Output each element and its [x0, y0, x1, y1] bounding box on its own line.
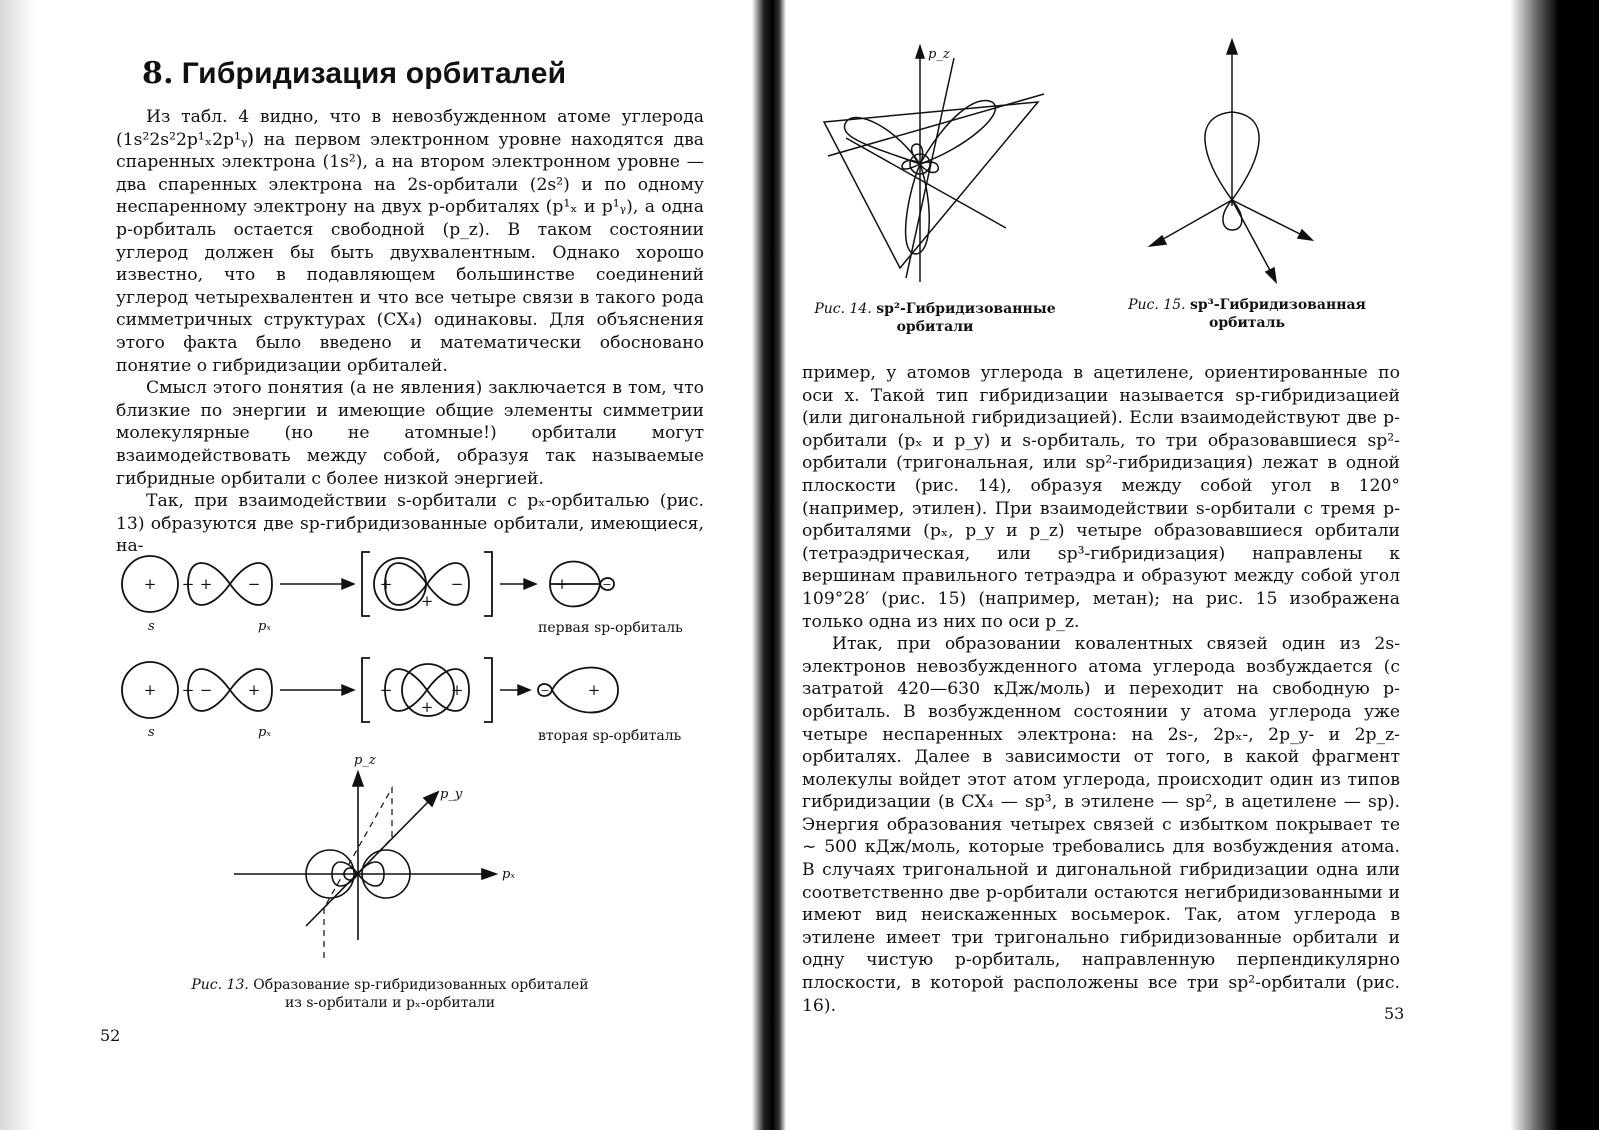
axis-label-y: p_y [440, 787, 463, 802]
figure-15-caption [1112, 296, 1382, 332]
s-label: s [148, 725, 155, 740]
figure-13-caption [160, 976, 620, 1012]
right-scan-shadow [1510, 0, 1599, 1130]
svg-text:+: + [420, 698, 434, 716]
svg-text:−: − [379, 681, 393, 699]
figure-14-caption [800, 300, 1070, 336]
fig14-axis-label: p_z [928, 47, 950, 62]
bracket-right [484, 658, 492, 722]
paragraph: Так, при взаимодействии s-орбитали с pₓ-орбиталью (рис. 13) образуются две sp-гибридизованные орбитали, имеющиеся, на- [116, 491, 704, 557]
svg-text:+: + [420, 592, 434, 610]
figure-15-label: Рис. 15. [1128, 297, 1186, 313]
p-left-sign: − [199, 681, 213, 699]
axis-label-x: pₓ [502, 867, 515, 882]
page-number-left: 52 [100, 1026, 121, 1045]
section-title-text: Гибридизация орбиталей [181, 57, 567, 90]
p-right-sign: − [247, 575, 261, 593]
first-sp-orbital-label: первая sp-орбиталь [538, 620, 683, 636]
bracket-left [362, 552, 370, 616]
figure-13-diagram [110, 548, 710, 968]
bracket-left [362, 658, 370, 722]
svg-text:−: − [602, 578, 612, 591]
paragraph: Итак, при образовании ковалентных связей один из 2s-электронов невозбужденного атома углерода возбуждается (с затратой 420—630 кДж/моль) и переходит на свободную p-орбиталь. В возбужденном состоянии у атома углерода уже четыре неспаренных электрона: на 2s-, 2pₓ-, 2p_y- и 2p_z-орбиталях. Далее в зависимости от того, в какой фрагмент молекулы войдет этот атом углерода, происходит один из типов гибридизации (в CX₄ — sp³, в этилене — sp², в ацетилене — sp). Энергия образования четырех связей с избытком покрывает те ~ 500 кДж/моль, которые требовались для возбуждения атома. В случаях тригональной и дигональной гибридизации одна или соответственно две p-орбитали остаются негибридизованными и имеют вид неискаженных восьмерок. Так, атом углерода в этилене имеет три тригонально гибридизованные орбитали и одну чистую p-орбиталь, направленную перпендикулярно плоскости, в которой расположены все три sp²-орбитали (рис. 16). [802, 634, 1400, 1016]
figure-15-caption-b: орбиталь [1209, 315, 1285, 331]
figure-13-caption-line2: из s-орбитали и pₓ-орбитали [284, 995, 496, 1011]
second-sp-orbital-label: вторая sp-орбиталь [538, 728, 682, 744]
figure-15-diagram [1140, 36, 1320, 286]
p-left-sign: + [199, 575, 213, 593]
axis-label-z: p_z [354, 753, 376, 768]
p-label: pₓ [258, 725, 271, 740]
figure-13-caption-line1: Образование sp-гибридизованных орбиталей [253, 977, 589, 993]
sp-orbital-large-lobe [552, 668, 618, 713]
bracket-right [484, 552, 492, 616]
s-label: s [148, 619, 155, 634]
figure-14-caption-a: sp²-Гибридизованные [876, 301, 1056, 317]
right-page [800, 0, 1410, 1130]
left-body-text [116, 106, 704, 558]
svg-text:+: + [587, 681, 601, 699]
paragraph: Смысл этого понятия (а не явления) заключается в том, что близкие по энергии и имеющие общие элементы симметрии молекулярные (но не атомные!) орбитали могут взаимодействовать между собой, образуя так называемые гибридные орбитали с более низкой энергией. [116, 378, 704, 489]
figure-14-caption-b: орбитали [896, 319, 974, 335]
page-number-right: 53 [1384, 1004, 1405, 1023]
section-title [142, 56, 566, 91]
figure-14-label: Рис. 14. [814, 301, 872, 317]
svg-text:+: + [379, 575, 393, 593]
figure-14-diagram [816, 38, 1076, 288]
paragraph: пример, у атомов углерода в ацетилене, ориентированные по оси x. Такой тип гибридизации называется sp-гибридизацией (или дигональной гибридизацией). Если взаимодействуют две p-орбитали (pₓ и p_y) и s-орбиталь, то три образовавшиеся sp²-орбитали (тригональная, или sp²-гибридизация) лежат в одной плоскости (рис. 14), образуя между собой угол в 120° (например, этилен). При взаимодействии s-орбитали с тремя p-орбиталями (pₓ, p_y и p_z) четыре образовавшиеся орбитали (тетраэдрическая, или sp³-гибридизация) направлены к вершинам правильного тетраэдра и образуют между собой угол 109°28′ (рис. 15) (например, метан); на рис. 15 изображена только одна из них по оси p_z. [802, 363, 1400, 632]
book-gutter [752, 0, 786, 1130]
paragraph: Из табл. 4 видно, что в невозбужденном атоме углерода (1s²2s²2p¹ₓ2p¹ᵧ) на первом электронном уровне находятся два спаренных электрона (1s²), а на втором электронном уровне — два спаренных электрона на 2s-орбитали (2s²) и по одному неспаренному электрону на двух p-орбиталях (p¹ₓ и p¹ᵧ), а одна p-орбиталь остается свободной (p_z). В таком состоянии углерод должен бы быть двухвалентным. Однако хорошо известно, что в подавляющем большинстве соединений углерод четырехвалентен и что все четыре связи в такого рода симметричных структурах (CX₄) одинаковы. Для объяснения этого факта было введено и математически обосновано понятие о гибридизации орбиталей. [116, 107, 704, 376]
svg-text:+: + [555, 575, 569, 593]
left-page [100, 0, 710, 1130]
svg-text:+: + [450, 681, 464, 699]
svg-text:+: + [181, 575, 195, 593]
left-page-edge [0, 0, 36, 1130]
p-label: pₓ [258, 619, 271, 634]
figure-13-label: Рис. 13. [191, 977, 249, 993]
figure-15-caption-a: sp³-Гибридизованная [1190, 297, 1366, 313]
right-body-text [802, 362, 1400, 1017]
svg-text:−: − [540, 684, 550, 697]
section-number: 8. [142, 56, 174, 91]
svg-text:+: + [181, 681, 195, 699]
svg-text:−: − [450, 575, 464, 593]
svg-text:+: + [143, 681, 157, 699]
p-right-sign: + [247, 681, 261, 699]
svg-text:+: + [143, 575, 157, 593]
